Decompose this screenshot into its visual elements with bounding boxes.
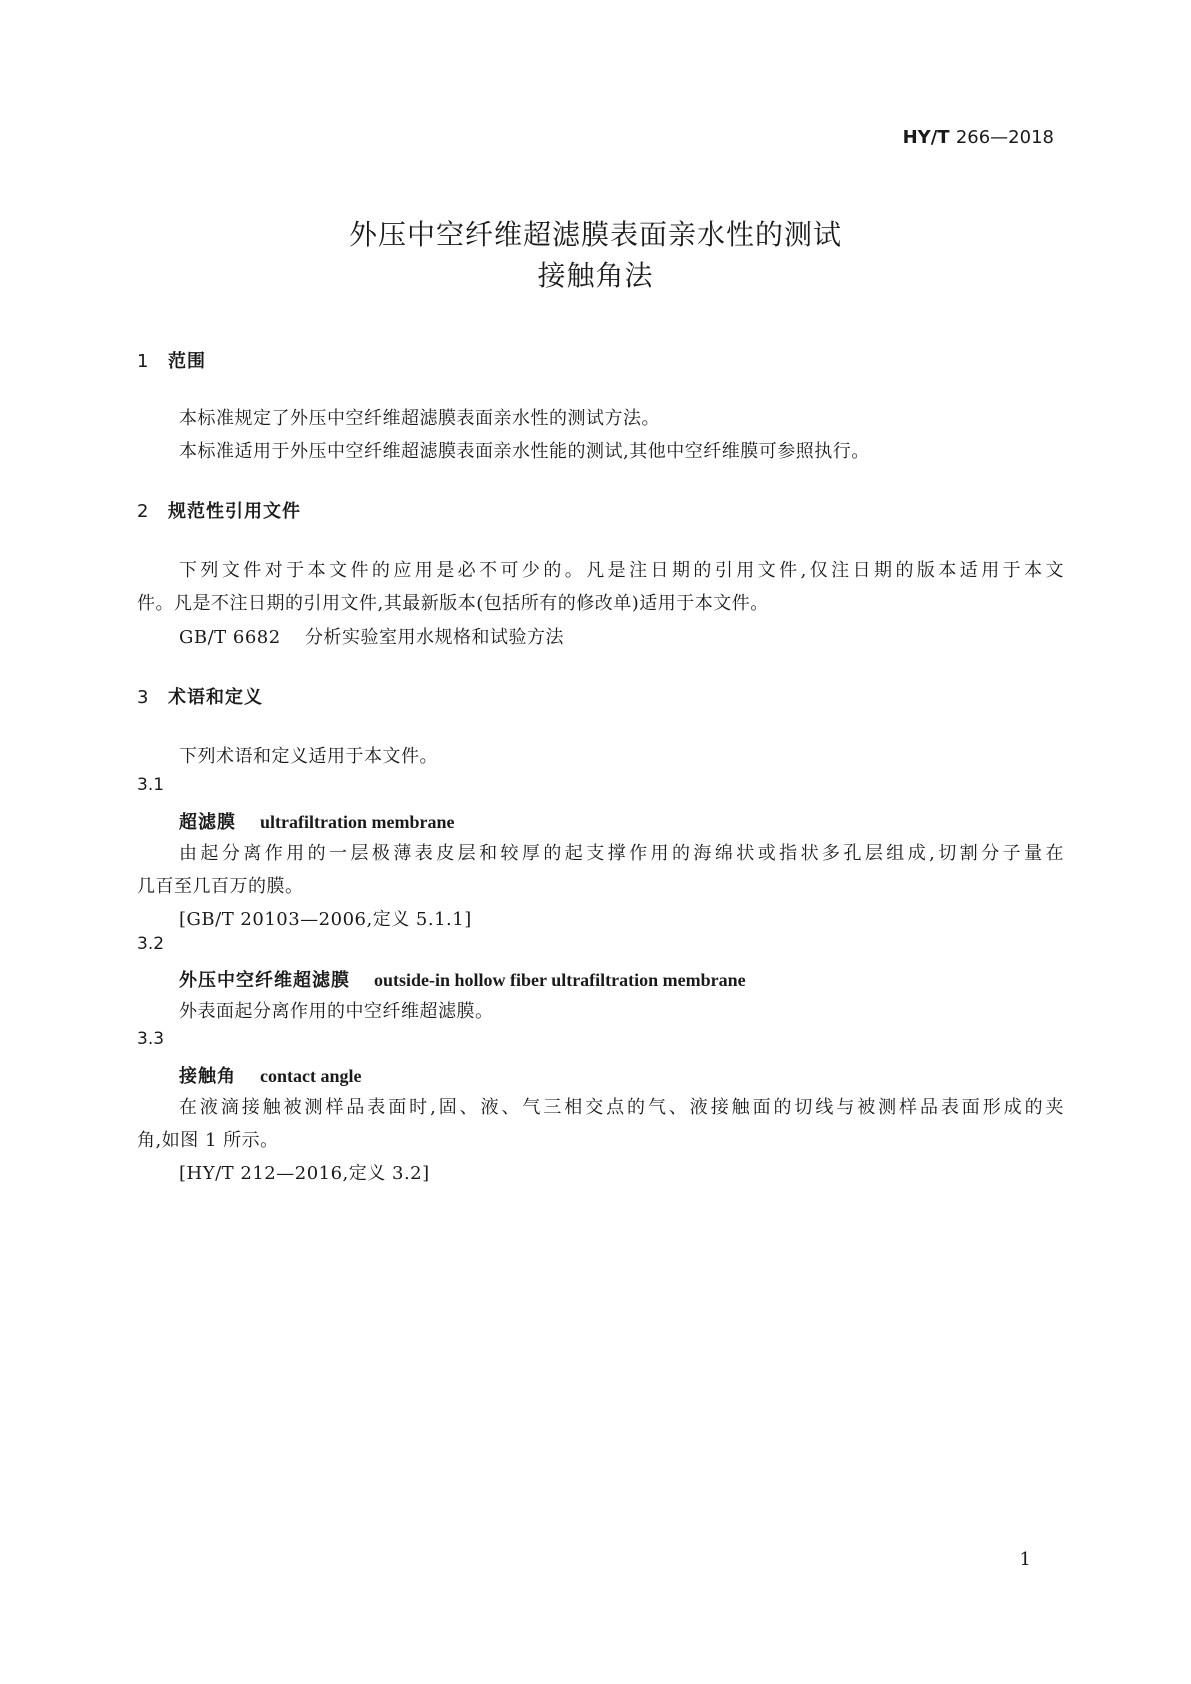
term-number: 3.1 — [137, 775, 165, 795]
standard-prefix: HY/T — [902, 127, 950, 148]
term-definition-line-1: 由起分离作用的一层极薄表皮层和较厚的起支撑作用的海绵状或指状多孔层组成,切割分子量在 — [179, 843, 1064, 864]
term-heading — [179, 808, 454, 834]
term-definition-line-1: 外表面起分离作用的中空纤维超滤膜。 — [179, 1001, 494, 1022]
term-english: contact angle — [260, 1066, 362, 1086]
term-chinese: 接触角 — [179, 1066, 236, 1087]
document-title-line1: 外压中空纤维超滤膜表面亲水性的测试 — [348, 218, 842, 251]
section-1-paragraph-2: 本标准适用于外压中空纤维超滤膜表面亲水性能的测试,其他中空纤维膜可参照执行。 — [179, 441, 870, 462]
section-title: 术语和定义 — [168, 687, 263, 708]
section-number: 2 — [137, 501, 149, 522]
term-english: outside-in hollow fiber ultrafiltration membrane — [374, 970, 746, 990]
term-source: [GB/T 20103—2006,定义 5.1.1] — [179, 909, 472, 930]
section-2-heading — [137, 497, 301, 523]
term-definition-line-2: 角,如图 1 所示。 — [137, 1130, 279, 1151]
section-2-paragraph-line-1: 下列文件对于本文件的应用是必不可少的。凡是注日期的引用文件,仅注日期的版本适用于本文 — [179, 560, 1064, 581]
term-definition-line-1: 在液滴接触被测样品表面时,固、液、气三相交点的气、液接触面的切线与被测样品表面形成的夹 — [179, 1097, 1064, 1118]
term-number: 3.2 — [137, 934, 165, 954]
normative-reference — [179, 623, 564, 649]
section-3-intro: 下列术语和定义适用于本文件。 — [179, 746, 438, 767]
term-chinese: 超滤膜 — [179, 812, 236, 833]
section-2-paragraph-line-2: 件。凡是不注日期的引用文件,其最新版本(包括所有的修改单)适用于本文件。 — [137, 593, 769, 614]
section-title: 规范性引用文件 — [168, 501, 301, 522]
section-number: 3 — [137, 687, 149, 708]
section-title: 范围 — [168, 351, 206, 372]
page-number: 1 — [1019, 1549, 1031, 1570]
section-1-heading — [137, 347, 206, 373]
term-definition-line-2: 几百至几百万的膜。 — [137, 876, 304, 897]
term-number: 3.3 — [137, 1029, 165, 1049]
term-heading — [179, 1062, 361, 1088]
reference-code: GB/T 6682 — [179, 627, 281, 648]
term-heading — [179, 966, 746, 992]
term-source: [HY/T 212—2016,定义 3.2] — [179, 1163, 430, 1184]
term-english: ultrafiltration membrane — [260, 812, 455, 832]
section-number: 1 — [137, 351, 149, 372]
section-3-heading — [137, 683, 263, 709]
reference-title: 分析实验室用水规格和试验方法 — [305, 627, 564, 648]
term-chinese: 外压中空纤维超滤膜 — [179, 970, 350, 991]
standard-number: 266—2018 — [955, 127, 1054, 148]
standard-code — [903, 127, 1054, 148]
section-1-paragraph-1: 本标准规定了外压中空纤维超滤膜表面亲水性的测试方法。 — [179, 408, 660, 429]
document-title-line2: 接触角法 — [537, 259, 654, 292]
